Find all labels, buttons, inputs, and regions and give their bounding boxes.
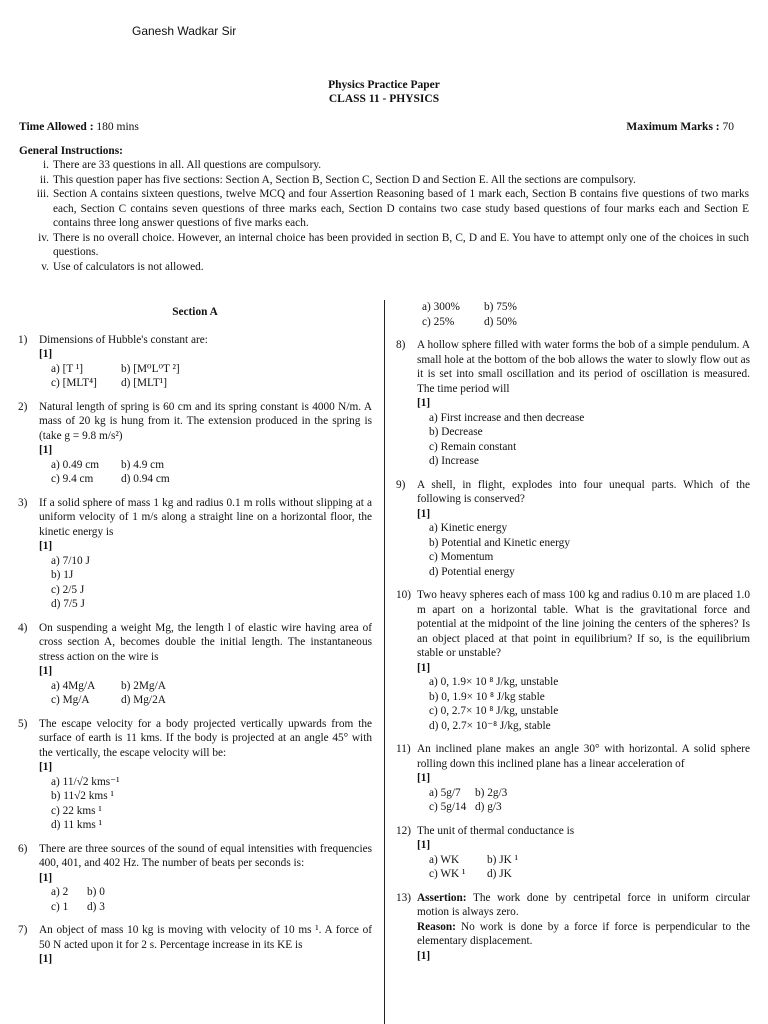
question-text: A shell, in flight, explodes into four unequal parts. Which of the following is conserved? bbox=[417, 478, 750, 505]
marks-tag: [1] bbox=[39, 665, 53, 677]
instruction-item: i. There are 33 questions in all. All questions are compulsory. bbox=[43, 159, 322, 171]
options bbox=[39, 554, 372, 612]
question-1: 1) Dimensions of Hubble's constant are: [1] a) [T ¹] b) [M⁰L⁰T ²] c) [MLT⁴] d) [MLT¹] bbox=[18, 333, 372, 391]
instruction-item: iv. There is no overall choice. However, an internal choice has been provided in section B, C, D and E. You have to attempt only one of the choices in such questions. bbox=[38, 231, 749, 258]
question-text: Dimensions of Hubble's constant are: bbox=[39, 333, 208, 346]
marks-tag: [1] bbox=[417, 507, 431, 520]
option-b: b) 0 bbox=[87, 886, 105, 898]
options bbox=[39, 679, 372, 708]
marks-tag: [1] bbox=[39, 444, 53, 456]
question-text: A hollow sphere filled with water forms the bob of a simple pendulum. A small hole at the bottom of the bob allows the water to slowly flow out as it is set into small oscillation and its period of oscillation is measured. The time period will bbox=[417, 339, 750, 395]
marks-tag: [1] bbox=[417, 839, 431, 851]
marks-tag: [1] bbox=[39, 540, 53, 552]
question-7-options bbox=[396, 300, 750, 329]
option-c: c) Mg/A bbox=[51, 694, 90, 706]
option-c: c) 0, 2.7× 10 ⁸ J/kg, unstable bbox=[429, 705, 559, 717]
assertion-label: Assertion: bbox=[417, 891, 467, 904]
question-6: 6) There are three sources of the sound of equal intensities with frequencies 400, 401, and 402 Hz. The number of beats per seconds is: [1] a) 2 b) 0 c) 1 d) 3 bbox=[18, 842, 372, 913]
marks-tag: [1] bbox=[417, 397, 431, 409]
options bbox=[417, 411, 750, 469]
option-b: b) Decrease bbox=[429, 426, 483, 438]
option-c: c) [MLT⁴] bbox=[51, 377, 97, 389]
question-11: 11) An inclined plane makes an angle 30° with horizontal. A solid sphere rolling down this inclined plane has a linear acceleration of [1] a) 5g/7 b) 2g/3 c) 5g/14 d) g/3 bbox=[396, 743, 750, 813]
option-b: b) 4.9 cm bbox=[121, 458, 164, 471]
options bbox=[39, 458, 372, 487]
marks-label: Maximum Marks : bbox=[626, 121, 720, 133]
author-name: Ganesh Wadkar Sir bbox=[132, 24, 237, 38]
question-text: The escape velocity for a body projected vertically upwards from the surface of earth is 11 kms. If the body is projected at an angle 45° with the vertically, the escape velocity will be: bbox=[39, 717, 372, 759]
marks-tag: [1] bbox=[39, 871, 53, 884]
option-b: b) 75% bbox=[484, 301, 517, 313]
reason-label: Reason: bbox=[417, 920, 456, 933]
option-d: d) Potential energy bbox=[429, 565, 515, 578]
reason-text: Reason: No work is done by a force if force is perpendicular to the elementary displacement. bbox=[417, 920, 750, 947]
option-d: d) 11 kms ¹ bbox=[51, 819, 102, 831]
option-c: c) 9.4 cm bbox=[51, 473, 94, 485]
option-d: d) JK bbox=[487, 868, 512, 880]
question-12: 12) The unit of thermal conductance is [1] a) WK b) JK ¹ c) WK ¹ d) JK bbox=[396, 824, 750, 882]
option-a: a) Kinetic energy bbox=[429, 522, 508, 534]
option-b: b) JK ¹ bbox=[487, 853, 519, 866]
question-3: 3) If a solid sphere of mass 1 kg and radius 0.1 m rolls without slipping at a uniform velocity of 1 m/s along a straight line on a horizontal floor, the kinetic energy is [1] a) 7/10 J b) 1J c) 2/5 J d) 7/5 J bbox=[18, 496, 372, 610]
question-text: Two heavy spheres each of mass 100 kg and radius 0.10 m are placed 1.0 m apart on a horizontal table. What is the gravitational force and potential at the midpoint of the line joining the centers of the spheres? Is an object placed at that point in equilibrium? If so, is the equilibrium stable or unstable? bbox=[417, 589, 750, 659]
option-a: a) 5g/7 bbox=[429, 786, 461, 799]
marks-tag: [1] bbox=[39, 761, 53, 773]
option-b: b) 2g/3 bbox=[475, 786, 508, 799]
time-allowed bbox=[19, 120, 139, 135]
option-d: d) Increase bbox=[429, 455, 479, 467]
option-d: d) [MLT¹] bbox=[121, 377, 167, 389]
option-c: c) Remain constant bbox=[429, 440, 517, 453]
option-c: c) 5g/14 bbox=[429, 801, 467, 813]
options bbox=[39, 885, 372, 914]
option-b: b) 1J bbox=[51, 569, 74, 581]
question-4: 4) On suspending a weight Mg, the length l of elastic wire having area of cross section A, becomes double the initial length. The instantaneous stress action on the wire is [1] a) 4Mg/A b) 2Mg/A c) Mg/A d) Mg/2A bbox=[18, 621, 372, 706]
option-d: d) Mg/2A bbox=[121, 694, 166, 706]
paper-title: Physics Practice Paper bbox=[328, 79, 440, 91]
option-a: a) [T ¹] bbox=[51, 362, 84, 375]
option-b: b) 11√2 kms ¹ bbox=[51, 790, 114, 802]
option-d: d) 7/5 J bbox=[51, 598, 85, 610]
instruction-item: v. Use of calculators is not allowed. bbox=[41, 260, 204, 273]
question-text: An object of mass 10 kg is moving with velocity of 10 ms ¹. A force of 50 N acted upon it for 2 s. Percentage increase in its KE is bbox=[39, 924, 372, 951]
option-d: d) 0, 2.7× 10⁻⁸ J/kg, stable bbox=[429, 719, 551, 732]
question-text: Natural length of spring is 60 cm and its spring constant is 4000 N/m. A mass of 20 kg is hung from it. The extension produced in the spring is (take g = 9.8 m/s²) bbox=[39, 400, 372, 442]
instructions-heading: General Instructions: bbox=[19, 145, 123, 157]
instructions-list bbox=[19, 158, 749, 274]
column-divider bbox=[384, 300, 385, 1024]
option-a: a) First increase and then decrease bbox=[429, 411, 585, 424]
option-d: d) 3 bbox=[87, 900, 105, 913]
question-text: The unit of thermal conductance is bbox=[417, 824, 575, 837]
marks-tag: [1] bbox=[417, 772, 431, 784]
option-d: d) 50% bbox=[484, 315, 517, 328]
instruction-item: iii. Section A contains sixteen questions, twelve MCQ and four Assertion Reasoning based of 1 mark each, Section B contains five questions of two marks each, Section C contains seven questions of three marks each, Section D contains two case study based questions of four marks each and Section E contains three long answer questions of five marks each. bbox=[36, 188, 749, 229]
marks-tag: [1] bbox=[39, 348, 53, 360]
time-label: Time Allowed : bbox=[19, 121, 94, 133]
option-a: a) 7/10 J bbox=[51, 554, 90, 567]
question-text: On suspending a weight Mg, the length l of elastic wire having area of cross section A, becomes double the initial length. The instantaneous stress action on the wire is bbox=[39, 621, 372, 663]
option-c: c) WK ¹ bbox=[429, 868, 466, 880]
question-text: An inclined plane makes an angle 30° with horizontal. A solid sphere rolling down this inclined plane has a linear acceleration of bbox=[417, 743, 750, 770]
option-a: a) 4Mg/A bbox=[51, 679, 96, 692]
option-c: c) 22 kms ¹ bbox=[51, 804, 102, 817]
option-c: c) 2/5 J bbox=[51, 583, 85, 596]
option-b: b) [M⁰L⁰T ²] bbox=[121, 362, 180, 375]
marks-tag: [1] bbox=[417, 949, 431, 962]
marks-value: 70 bbox=[722, 121, 734, 133]
options bbox=[417, 786, 750, 815]
option-b: b) Potential and Kinetic energy bbox=[429, 536, 570, 549]
question-8: 8) A hollow sphere filled with water forms the bob of a simple pendulum. A small hole at the bottom of the bob allows the water to slowly flow out as it is set into small oscillation and its period of oscillation is measured. The time period will [1] a) First increase and then decrease b) Decrease c) Remain constant d) Increase bbox=[396, 339, 750, 467]
option-b: b) 2Mg/A bbox=[121, 679, 166, 692]
instruction-item: ii. This question paper has five sections: Section A, Section B, Section C, Section D and Section E. All the sections are compulsory. bbox=[39, 173, 636, 186]
option-a: a) 0.49 cm bbox=[51, 458, 99, 471]
question-7: 7) An object of mass 10 kg is moving with velocity of 10 ms ¹. A force of 50 N acted upon it for 2 s. Percentage increase in its KE is [1] bbox=[18, 924, 372, 965]
marks-tag: [1] bbox=[417, 661, 431, 674]
assertion-text: Assertion: The work done by centripetal force in uniform circular motion is always zero. bbox=[417, 891, 750, 918]
question-text: There are three sources of the sound of equal intensities with frequencies 400, 401, and 402 Hz. The number of beats per seconds is: bbox=[39, 842, 372, 869]
right-column bbox=[396, 300, 750, 972]
options bbox=[417, 521, 750, 579]
time-value: 180 mins bbox=[96, 121, 139, 133]
left-column bbox=[18, 305, 372, 976]
option-d: d) 0.94 cm bbox=[121, 473, 170, 485]
question-13: 13) Assertion: The work done by centripetal force in uniform circular motion is always zero. Reason: No work is done by a force if force is perpendicular to the elementary displacement. [1] bbox=[396, 891, 750, 962]
question-2: 2) Natural length of spring is 60 cm and its spring constant is 4000 N/m. A mass of 20 kg is hung from it. The extension produced in the spring is (take g = 9.8 m/s²) [1] a) 0.49 cm b) 4.9 cm c) 9.4 cm d) 0.94 cm bbox=[18, 400, 372, 485]
question-10: 10) Two heavy spheres each of mass 100 kg and radius 0.10 m are placed 1.0 m apart on a horizontal table. What is the gravitational force and potential at the midpoint of the line joining the centers of the spheres? Is an object placed at that point in equilibrium? If so, is the equilibrium stable or unstable? [1] a) 0, 1.9× 10 ⁸ J/kg, unstable b) 0, 1.9× 10 ⁸ J/kg stable c) 0, 2.7× 10 ⁸ J/kg, unstable d) 0, 2.7× 10⁻⁸ J/kg, stable bbox=[396, 589, 750, 732]
option-a: a) 11/√2 kms⁻¹ bbox=[51, 775, 120, 788]
option-c: c) 1 bbox=[51, 900, 69, 913]
class-title: CLASS 11 - PHYSICS bbox=[328, 93, 440, 105]
options bbox=[417, 853, 750, 882]
question-5: 5) The escape velocity for a body projected vertically upwards from the surface of earth is 11 kms. If the body is projected at an angle 45° with the vertically, the escape velocity will be: [1] a) 11/√2 kms⁻¹ b) 11√2 kms ¹ c) 22 kms ¹ d) 11 kms ¹ bbox=[18, 717, 372, 831]
options bbox=[39, 362, 372, 391]
option-a: a) 300% bbox=[422, 301, 460, 313]
question-text: If a solid sphere of mass 1 kg and radius 0.1 m rolls without slipping at a uniform velocity of 1 m/s along a straight line on a horizontal floor, the kinetic energy is bbox=[39, 496, 372, 538]
option-a: a) WK bbox=[429, 853, 460, 866]
options bbox=[39, 775, 372, 833]
marks-tag: [1] bbox=[39, 953, 53, 965]
option-a: a) 0, 1.9× 10 ⁸ J/kg, unstable bbox=[429, 676, 559, 688]
options bbox=[417, 675, 750, 733]
option-a: a) 2 bbox=[51, 886, 69, 898]
option-b: b) 0, 1.9× 10 ⁸ J/kg stable bbox=[429, 690, 545, 703]
maximum-marks bbox=[626, 120, 734, 135]
option-c: c) Momentum bbox=[429, 551, 494, 563]
option-c: c) 25% bbox=[422, 315, 455, 328]
option-d: d) g/3 bbox=[475, 801, 502, 813]
question-9: 9) A shell, in flight, explodes into four unequal parts. Which of the following is conserved? [1] a) Kinetic energy b) Potential and Kinetic energy c) Momentum d) Potential energy bbox=[396, 478, 750, 578]
section-a-title: Section A bbox=[172, 306, 218, 318]
